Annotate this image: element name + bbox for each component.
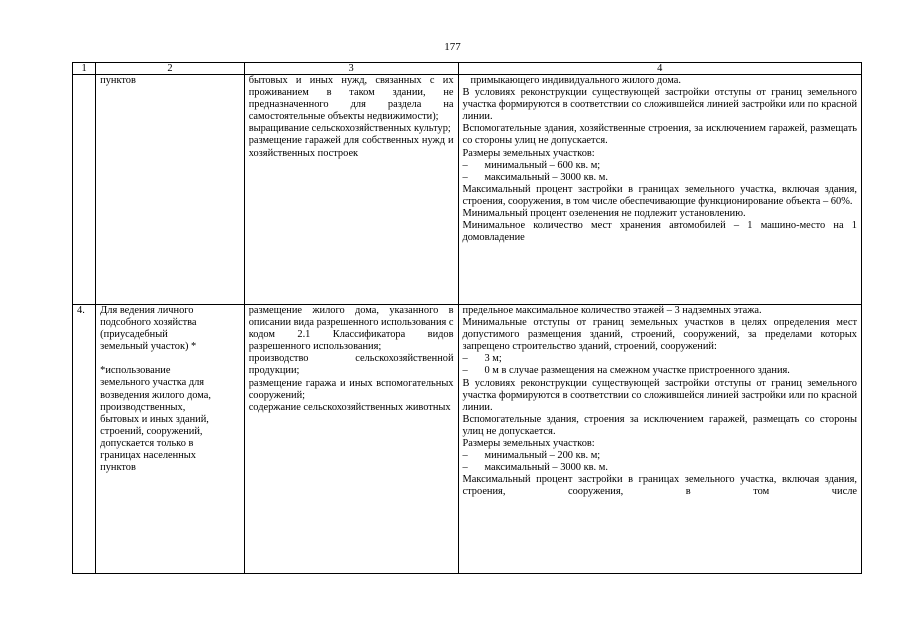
parameter-list-item bbox=[463, 365, 857, 377]
use-note-line: возведения жилого дома, bbox=[100, 389, 211, 401]
parameter-list-item bbox=[463, 450, 857, 462]
header-col-3: 3 bbox=[244, 63, 458, 75]
row-number-cell bbox=[73, 75, 96, 305]
use-description-item: производство сельскохозяйственной продукции; bbox=[248, 353, 454, 377]
use-description-cell bbox=[244, 75, 458, 305]
header-col-2: 2 bbox=[96, 63, 245, 75]
use-note-line: допускается только в bbox=[100, 437, 194, 449]
parameter-list-text: 3 м; bbox=[484, 353, 502, 365]
use-description-item: бытовых и иных нужд, связанных с их проживанием в таком здании, не предназначенного для раздела на самостоятельные объекты недвижимости); bbox=[248, 75, 454, 123]
dash-marker: – bbox=[462, 171, 468, 183]
dash-marker: – bbox=[462, 159, 468, 171]
header-col-4: 4 bbox=[458, 63, 861, 75]
parameter-list-text: максимальный – 3000 кв. м. bbox=[484, 171, 608, 183]
parameter-paragraph: Максимальный процент застройки в границах земельного участка, включая здания, строения, сооружения, в том числе bbox=[462, 474, 857, 498]
use-description-item: размещение гаражей для собственных нужд и хозяйственных построек bbox=[248, 135, 454, 159]
parameter-paragraph: Минимальный процент озеленения не подлежит установлению. bbox=[462, 208, 746, 220]
use-note-line: строений, сооружений, bbox=[100, 425, 203, 437]
dash-marker: – bbox=[462, 365, 468, 377]
use-description-cell bbox=[244, 305, 458, 574]
parameter-paragraph: предельное максимальное количество этажей – 3 надземных этажа. bbox=[462, 305, 762, 316]
row-number-cell bbox=[73, 305, 96, 574]
parameter-list-text: максимальный – 3000 кв. м. bbox=[484, 462, 608, 474]
parameter-paragraph: Минимальные отступы от границ земельных участков в целях определения мест допустимого размещения зданий, строений, сооружений, за пределами которых запрещено строительство зданий, строений, сооружений: bbox=[462, 317, 857, 353]
use-name-line: (приусадебный bbox=[100, 329, 168, 341]
use-note-line: производственных, bbox=[100, 401, 186, 413]
header-col-1: 1 bbox=[73, 63, 96, 75]
use-description-item: выращивание сельскохозяйственных культур; bbox=[248, 123, 451, 135]
parameter-paragraph: Размеры земельных участков: bbox=[462, 438, 595, 450]
dash-marker: – bbox=[462, 353, 468, 365]
table-header-row bbox=[73, 63, 862, 75]
parameters-cell bbox=[458, 75, 861, 305]
parameter-list-text: минимальный – 200 кв. м; bbox=[484, 450, 601, 462]
parameter-list-text: минимальный – 600 кв. м; bbox=[484, 159, 601, 171]
parameter-list-text: 0 м в случае размещения на смежном участке пристроенного здания. bbox=[484, 365, 790, 377]
page-number: 177 bbox=[444, 41, 461, 53]
use-name-cell bbox=[96, 305, 245, 574]
parameter-list-item bbox=[463, 160, 857, 172]
parameter-list-item bbox=[463, 353, 857, 365]
table-row bbox=[73, 305, 862, 574]
use-description-item: размещение жилого дома, указанного в описании вида разрешенного использования с кодом 2.1 Классификатора видов разрешенного использования; bbox=[248, 305, 454, 353]
dash-marker: – bbox=[462, 462, 468, 474]
regulations-table bbox=[72, 62, 862, 574]
parameter-paragraph: Размеры земельных участков: bbox=[462, 147, 595, 159]
use-note-line: бытовых и иных зданий, bbox=[100, 413, 209, 425]
use-name-cell bbox=[96, 75, 245, 305]
use-note-line: пунктов bbox=[100, 462, 136, 474]
parameter-paragraph: Минимальное количество мест хранения автомобилей – 1 машино-место на 1 домовладение bbox=[462, 220, 857, 244]
dash-marker: – bbox=[462, 450, 468, 462]
use-note-line: земельного участка для bbox=[100, 377, 205, 389]
parameter-paragraph: Вспомогательные здания, строения за исключением гаражей, размещать со стороны улиц не допускается. bbox=[462, 413, 857, 437]
row-number: 4. bbox=[77, 305, 85, 316]
parameter-list-item bbox=[463, 462, 857, 474]
table-row bbox=[73, 75, 862, 305]
parameter-paragraph: В условиях реконструкции существующей застройки отступы от границ земельного участка формируются в соответствии со сложившейся линией застройки или по красной линии. bbox=[462, 87, 857, 123]
parameters-cell bbox=[458, 305, 861, 574]
use-name-line: подсобного хозяйства bbox=[100, 317, 197, 329]
parameter-paragraph: Максимальный процент застройки в границах земельного участка, включая здания, строения, сооружения, в том числе обеспечивающие функционирование объекта – 60%. bbox=[462, 183, 857, 207]
parameter-paragraph: Вспомогательные здания, хозяйственные строения, за исключением гаражей, размещать со стороны улиц не допускается. bbox=[462, 123, 857, 147]
use-note-line: *использование bbox=[100, 365, 171, 377]
use-name-line: Для ведения личного bbox=[100, 305, 194, 316]
use-description-item: содержание сельскохозяйственных животных bbox=[248, 401, 451, 413]
use-note-line: границах населенных bbox=[100, 450, 196, 462]
use-description-item: размещение гаража и иных вспомогательных сооружений; bbox=[248, 377, 454, 401]
use-name-line: земельный участок) * bbox=[100, 341, 197, 353]
parameter-paragraph: примыкающего индивидуального жилого дома. bbox=[470, 75, 681, 86]
use-name-line: пунктов bbox=[100, 75, 136, 86]
parameter-paragraph: В условиях реконструкции существующей застройки отступы от границ земельного участка формируются в соответствии со сложившейся линией застройки или по красной линии. bbox=[462, 377, 857, 413]
parameter-list-item bbox=[463, 172, 857, 184]
